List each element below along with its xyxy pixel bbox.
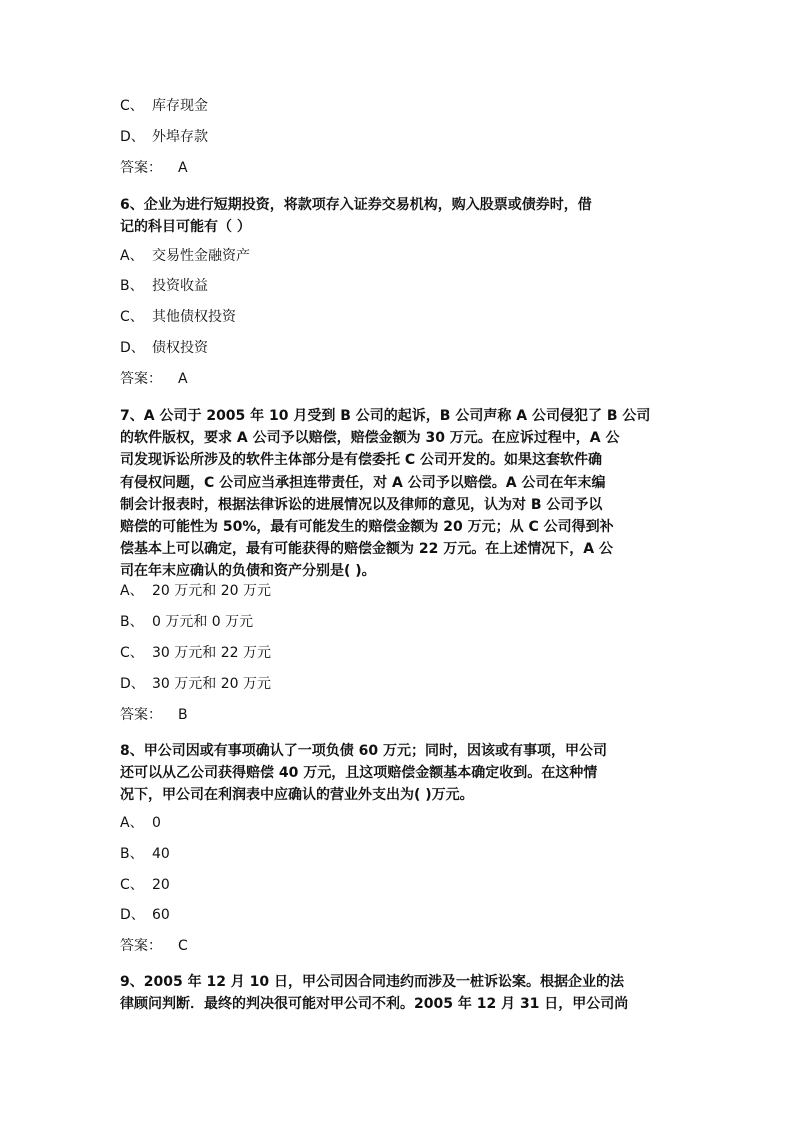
answer-value: A [178, 371, 188, 387]
option-letter: D、 [120, 676, 145, 692]
option-letter: D、 [120, 907, 145, 923]
answer-line [120, 935, 680, 957]
option-text: 0 [152, 815, 161, 831]
question-line: 有侵权问题，C 公司应当承担连带责任，对 A 公司予以赔偿。A 公司在年末编 [120, 474, 606, 491]
option-text: 外埠存款 [152, 129, 208, 145]
option-d[interactable] [120, 673, 680, 695]
option-letter: B、 [120, 278, 144, 294]
option-letter: C、 [120, 877, 144, 893]
option-text: 库存现金 [152, 98, 208, 114]
option-c[interactable] [120, 306, 680, 328]
question-line: 记的科目可能有（ ） [120, 219, 251, 236]
question-line: 制会计报表时，根据法律诉讼的进展情况以及律师的意见，认为对 B 公司予以 [120, 496, 603, 513]
option-text: 30 万元和 22 万元 [152, 645, 271, 661]
option-b[interactable] [120, 275, 680, 297]
question-line: 司发现诉讼所涉及的软件主体部分是有偿委托 C 公司开发的。如果这套软件确 [120, 452, 603, 469]
option-text: 交易性金融资产 [152, 248, 250, 264]
answer-value: A [178, 160, 188, 176]
option-a[interactable] [120, 245, 680, 267]
answer-line [120, 157, 680, 179]
option-text: 0 万元和 0 万元 [152, 614, 254, 630]
option-text: 40 [152, 846, 170, 862]
option-letter: D、 [120, 340, 145, 356]
answer-value: B [178, 707, 188, 723]
question-line: 8、甲公司因或有事项确认了一项负债 60 万元；同时，因该或有事项，甲公司 [120, 743, 607, 759]
answer-value: C [178, 938, 188, 954]
option-b[interactable] [120, 843, 680, 865]
question-7 [120, 405, 670, 583]
answer-line [120, 368, 680, 390]
option-d[interactable] [120, 126, 680, 148]
option-letter: A、 [120, 815, 144, 831]
question-line: 9、2005 年 12 月 10 日，甲公司因合同违约而涉及一桩诉讼案。根据企业的法 [120, 974, 625, 990]
answer-label: 答案： [120, 371, 162, 387]
question-line: 还可以从乙公司获得赔偿 40 万元，且这项赔偿金额基本确定收到。在这种情 [120, 765, 598, 782]
option-text: 30 万元和 20 万元 [152, 676, 271, 692]
question-line: 的软件版权，要求 A 公司予以赔偿，赔偿金额为 30 万元。在应诉过程中，A 公 [120, 430, 620, 447]
option-letter: D、 [120, 129, 145, 145]
option-letter: A、 [120, 248, 144, 264]
answer-label: 答案： [120, 160, 162, 176]
question-line: 赔偿的可能性为 50%，最有可能发生的赔偿金额为 20 万元；从 C 公司得到补 [120, 519, 614, 536]
question-line: 7、A 公司于 2005 年 10 月受到 B 公司的起诉，B 公司声称 A 公司侵犯了 B 公司 [120, 408, 651, 424]
question-6 [120, 194, 670, 238]
option-b[interactable] [120, 611, 680, 633]
option-c[interactable] [120, 95, 680, 117]
option-text: 其他债权投资 [152, 309, 236, 325]
option-letter: B、 [120, 846, 144, 862]
answer-label: 答案： [120, 938, 162, 954]
question-line: 律顾问判断．最终的判决很可能对甲公司不利。2005 年 12 月 31 日，甲公司尚 [120, 996, 629, 1013]
option-c[interactable] [120, 874, 680, 896]
option-text: 20 万元和 20 万元 [152, 583, 271, 599]
question-line: 司在年末应确认的负债和资产分别是( )。 [120, 563, 376, 580]
question-line: 6、企业为进行短期投资，将款项存入证券交易机构，购入股票或债券时，借 [120, 197, 592, 213]
option-text: 投资收益 [152, 278, 208, 294]
option-letter: B、 [120, 614, 144, 630]
option-letter: C、 [120, 98, 144, 114]
option-d[interactable] [120, 337, 680, 359]
option-c[interactable] [120, 642, 680, 664]
option-text: 60 [152, 907, 170, 923]
answer-label: 答案： [120, 707, 162, 723]
option-d[interactable] [120, 904, 680, 926]
option-text: 20 [152, 877, 170, 893]
option-letter: A、 [120, 583, 144, 599]
option-letter: C、 [120, 309, 144, 325]
question-8 [120, 740, 670, 807]
option-a[interactable] [120, 812, 680, 834]
question-line: 偿基本上可以确定，最有可能获得的赔偿金额为 22 万元。在上述情况下，A 公 [120, 541, 613, 558]
option-a[interactable] [120, 580, 680, 602]
question-line: 况下，甲公司在利润表中应确认的营业外支出为( )万元。 [120, 787, 474, 804]
answer-line [120, 704, 680, 726]
question-9 [120, 971, 670, 1015]
option-letter: C、 [120, 645, 144, 661]
option-text: 债权投资 [152, 340, 208, 356]
